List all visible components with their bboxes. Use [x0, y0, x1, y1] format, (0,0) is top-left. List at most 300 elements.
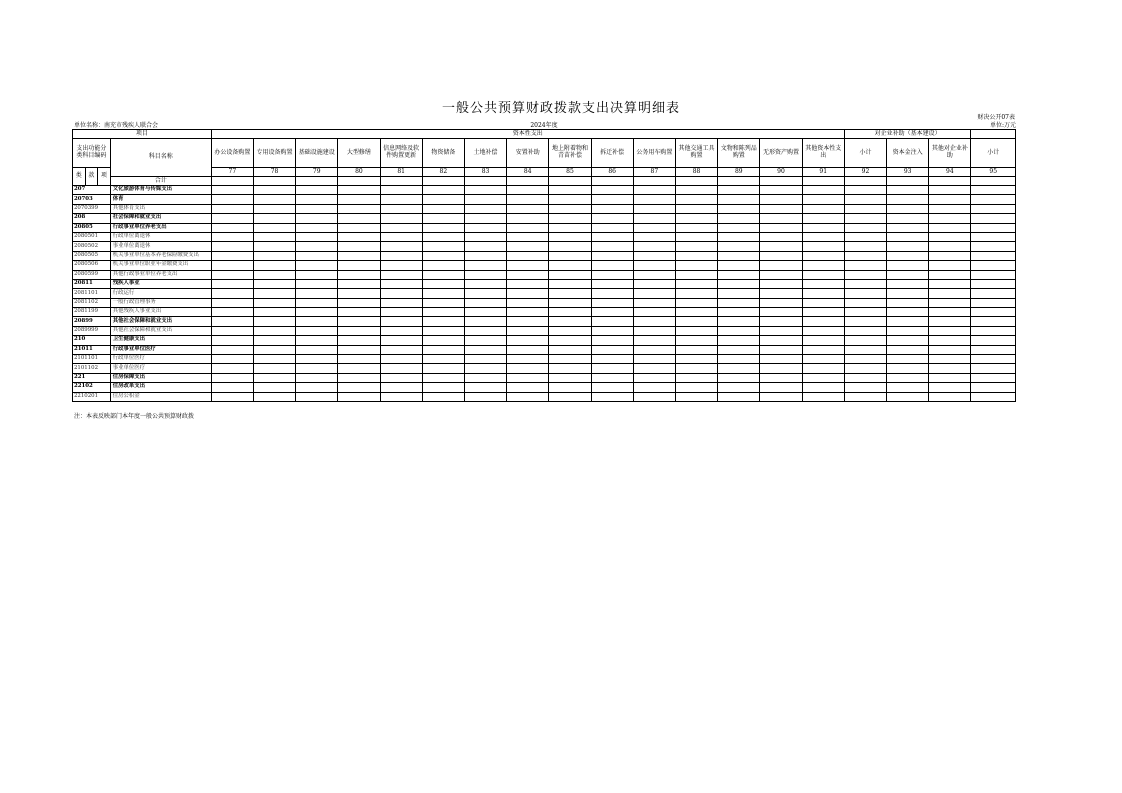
col-number: 82	[422, 168, 464, 177]
value-cell	[887, 223, 929, 232]
col-number: 80	[338, 168, 380, 177]
value-cell	[464, 289, 506, 298]
value-cell	[718, 383, 760, 392]
value-cell	[422, 204, 464, 213]
value-cell	[675, 364, 717, 373]
value-cell	[718, 195, 760, 204]
value-cell	[887, 270, 929, 279]
value-cell	[675, 308, 717, 317]
value-cell	[549, 308, 591, 317]
value-cell	[802, 195, 844, 204]
row-name: 残疾人事业	[110, 279, 211, 288]
value-cell	[887, 336, 929, 345]
value-cell	[253, 232, 295, 241]
value-cell	[887, 195, 929, 204]
value-cell	[422, 195, 464, 204]
value-cell	[380, 242, 422, 251]
value-cell	[591, 345, 633, 354]
header-col: 土地补偿	[464, 139, 506, 168]
value-cell	[253, 261, 295, 270]
value-cell	[422, 232, 464, 241]
table-number: 财决公开07表	[977, 114, 1015, 121]
value-cell	[422, 270, 464, 279]
value-cell	[844, 317, 886, 326]
value-cell	[591, 373, 633, 382]
value-cell	[718, 261, 760, 270]
value-cell	[507, 223, 549, 232]
value-cell	[633, 326, 675, 335]
value-cell	[253, 223, 295, 232]
value-cell	[549, 317, 591, 326]
table-row	[73, 279, 1016, 288]
value-cell	[844, 392, 886, 401]
value-cell	[253, 364, 295, 373]
value-cell	[253, 373, 295, 382]
value-cell	[718, 392, 760, 401]
value-cell	[507, 317, 549, 326]
col-number: 83	[464, 168, 506, 177]
header-capital-group: 资本性支出	[211, 130, 844, 139]
row-name: 一般行政管理事务	[110, 298, 211, 307]
value-cell	[464, 186, 506, 195]
value-cell	[760, 289, 802, 298]
value-cell	[718, 251, 760, 260]
value-cell	[887, 289, 929, 298]
value-cell	[675, 279, 717, 288]
value-cell	[253, 279, 295, 288]
table-row	[73, 345, 1016, 354]
value-cell	[464, 251, 506, 260]
value-cell	[380, 317, 422, 326]
value-cell	[211, 186, 253, 195]
header-col: 物资储备	[422, 139, 464, 168]
row-name: 其他社会保障和就业支出	[110, 326, 211, 335]
value-cell	[338, 186, 380, 195]
value-cell	[338, 261, 380, 270]
value-cell	[380, 232, 422, 241]
value-cell	[253, 204, 295, 213]
total-cell	[549, 177, 591, 186]
value-cell	[887, 214, 929, 223]
value-cell	[887, 326, 929, 335]
value-cell	[760, 204, 802, 213]
row-code: 207	[73, 186, 111, 195]
value-cell	[549, 195, 591, 204]
row-code: 2080505	[73, 251, 111, 260]
total-row	[73, 177, 1016, 186]
value-cell	[464, 392, 506, 401]
value-cell	[549, 383, 591, 392]
total-cell	[929, 177, 971, 186]
value-cell	[887, 308, 929, 317]
total-cell	[971, 177, 1016, 186]
header-kuan: 款	[85, 168, 98, 186]
value-cell	[338, 251, 380, 260]
value-cell	[633, 336, 675, 345]
value-cell	[675, 298, 717, 307]
value-cell	[929, 345, 971, 354]
value-cell	[338, 195, 380, 204]
total-cell	[887, 177, 929, 186]
value-cell	[380, 279, 422, 288]
value-cell	[380, 251, 422, 260]
value-cell	[633, 242, 675, 251]
value-cell	[929, 270, 971, 279]
value-cell	[507, 195, 549, 204]
value-cell	[464, 326, 506, 335]
total-cell	[760, 177, 802, 186]
value-cell	[633, 289, 675, 298]
value-cell	[464, 232, 506, 241]
value-cell	[253, 298, 295, 307]
value-cell	[296, 373, 338, 382]
value-cell	[507, 345, 549, 354]
value-cell	[971, 186, 1016, 195]
value-cell	[633, 195, 675, 204]
value-cell	[507, 364, 549, 373]
value-cell	[296, 326, 338, 335]
value-cell	[718, 364, 760, 373]
table-row	[73, 392, 1016, 401]
value-cell	[887, 298, 929, 307]
value-cell	[844, 298, 886, 307]
total-cell	[422, 177, 464, 186]
value-cell	[718, 242, 760, 251]
value-cell	[591, 308, 633, 317]
value-cell	[844, 326, 886, 335]
value-cell	[211, 383, 253, 392]
value-cell	[887, 383, 929, 392]
value-cell	[338, 392, 380, 401]
value-cell	[844, 345, 886, 354]
value-cell	[591, 355, 633, 364]
value-cell	[971, 298, 1016, 307]
value-cell	[507, 289, 549, 298]
row-name: 住房公积金	[110, 392, 211, 401]
value-cell	[211, 242, 253, 251]
row-name: 行政事业单位医疗	[110, 345, 211, 354]
total-cell	[591, 177, 633, 186]
value-cell	[675, 223, 717, 232]
value-cell	[718, 214, 760, 223]
value-cell	[844, 364, 886, 373]
value-cell	[675, 270, 717, 279]
value-cell	[253, 270, 295, 279]
value-cell	[718, 204, 760, 213]
value-cell	[971, 223, 1016, 232]
value-cell	[507, 270, 549, 279]
value-cell	[675, 326, 717, 335]
value-cell	[296, 223, 338, 232]
value-cell	[633, 261, 675, 270]
value-cell	[675, 317, 717, 326]
value-cell	[549, 373, 591, 382]
value-cell	[507, 279, 549, 288]
row-name: 体育	[110, 195, 211, 204]
value-cell	[464, 355, 506, 364]
value-cell	[591, 392, 633, 401]
value-cell	[422, 355, 464, 364]
row-code: 2080501	[73, 232, 111, 241]
col-number: 95	[971, 168, 1016, 177]
value-cell	[507, 204, 549, 213]
value-cell	[929, 214, 971, 223]
value-cell	[591, 383, 633, 392]
value-cell	[253, 326, 295, 335]
value-cell	[296, 298, 338, 307]
value-cell	[296, 251, 338, 260]
value-cell	[802, 317, 844, 326]
value-cell	[338, 373, 380, 382]
header-name-label: 科目名称	[110, 139, 211, 177]
value-cell	[760, 317, 802, 326]
value-cell	[802, 270, 844, 279]
value-cell	[760, 195, 802, 204]
value-cell	[380, 195, 422, 204]
value-cell	[422, 308, 464, 317]
value-cell	[380, 223, 422, 232]
value-cell	[296, 214, 338, 223]
value-cell	[591, 214, 633, 223]
value-cell	[633, 214, 675, 223]
row-code: 2081199	[73, 308, 111, 317]
value-cell	[971, 317, 1016, 326]
value-cell	[549, 279, 591, 288]
value-cell	[591, 279, 633, 288]
value-cell	[422, 289, 464, 298]
value-cell	[929, 242, 971, 251]
col-number: 94	[929, 168, 971, 177]
value-cell	[591, 261, 633, 270]
value-cell	[464, 223, 506, 232]
value-cell	[971, 204, 1016, 213]
value-cell	[591, 232, 633, 241]
table-row	[73, 364, 1016, 373]
value-cell	[802, 373, 844, 382]
value-cell	[464, 345, 506, 354]
value-cell	[675, 345, 717, 354]
value-cell	[296, 242, 338, 251]
unit-line	[72, 120, 1016, 129]
value-cell	[971, 251, 1016, 260]
value-cell	[760, 279, 802, 288]
row-code: 22102	[73, 383, 111, 392]
value-cell	[464, 270, 506, 279]
value-cell	[422, 261, 464, 270]
col-number: 81	[380, 168, 422, 177]
col-number: 92	[844, 168, 886, 177]
value-cell	[718, 279, 760, 288]
col-number: 79	[296, 168, 338, 177]
value-cell	[760, 336, 802, 345]
value-cell	[760, 298, 802, 307]
value-cell	[802, 392, 844, 401]
value-cell	[338, 289, 380, 298]
value-cell	[211, 232, 253, 241]
header-blank	[971, 130, 1016, 139]
value-cell	[802, 383, 844, 392]
value-cell	[929, 251, 971, 260]
value-cell	[675, 242, 717, 251]
value-cell	[675, 214, 717, 223]
value-cell	[802, 298, 844, 307]
value-cell	[253, 214, 295, 223]
value-cell	[296, 186, 338, 195]
value-cell	[929, 364, 971, 373]
value-cell	[422, 373, 464, 382]
row-code: 2210201	[73, 392, 111, 401]
header-col: 资本金注入	[887, 139, 929, 168]
row-name: 文化旅游体育与传媒支出	[110, 186, 211, 195]
value-cell	[549, 251, 591, 260]
value-cell	[507, 326, 549, 335]
value-cell	[211, 308, 253, 317]
value-cell	[211, 317, 253, 326]
value-cell	[591, 270, 633, 279]
value-cell	[549, 392, 591, 401]
value-cell	[887, 261, 929, 270]
value-cell	[718, 308, 760, 317]
row-code: 221	[73, 373, 111, 382]
value-cell	[507, 251, 549, 260]
value-cell	[633, 204, 675, 213]
value-cell	[633, 251, 675, 260]
col-number: 86	[591, 168, 633, 177]
value-cell	[253, 186, 295, 195]
value-cell	[549, 261, 591, 270]
value-cell	[844, 204, 886, 213]
value-cell	[507, 336, 549, 345]
value-cell	[929, 232, 971, 241]
value-cell	[887, 186, 929, 195]
row-name: 机关事业单位基本养老保险缴费支出	[110, 251, 211, 260]
value-cell	[844, 289, 886, 298]
header-xiang: 项	[98, 168, 111, 186]
value-cell	[675, 336, 717, 345]
value-cell	[718, 326, 760, 335]
value-cell	[591, 326, 633, 335]
value-cell	[253, 308, 295, 317]
row-code: 20703	[73, 195, 111, 204]
value-cell	[971, 195, 1016, 204]
value-cell	[549, 355, 591, 364]
table-row	[73, 186, 1016, 195]
row-code: 210	[73, 336, 111, 345]
row-name: 其他残疾人事业支出	[110, 308, 211, 317]
total-cell	[633, 177, 675, 186]
value-cell	[802, 336, 844, 345]
value-cell	[844, 383, 886, 392]
value-cell	[971, 232, 1016, 241]
col-number: 88	[675, 168, 717, 177]
value-cell	[380, 392, 422, 401]
value-cell	[338, 336, 380, 345]
value-cell	[887, 364, 929, 373]
value-cell	[253, 251, 295, 260]
total-cell	[253, 177, 295, 186]
row-name: 卫生健康支出	[110, 336, 211, 345]
value-cell	[802, 223, 844, 232]
value-cell	[633, 298, 675, 307]
value-cell	[591, 364, 633, 373]
value-cell	[338, 326, 380, 335]
value-cell	[211, 289, 253, 298]
value-cell	[464, 298, 506, 307]
row-name: 行政运行	[110, 289, 211, 298]
value-cell	[253, 289, 295, 298]
value-cell	[971, 261, 1016, 270]
value-cell	[211, 373, 253, 382]
value-cell	[844, 242, 886, 251]
value-cell	[760, 232, 802, 241]
value-cell	[253, 195, 295, 204]
value-cell	[296, 261, 338, 270]
value-cell	[338, 383, 380, 392]
row-code: 20805	[73, 223, 111, 232]
table-row	[73, 232, 1016, 241]
value-cell	[296, 364, 338, 373]
value-cell	[802, 326, 844, 335]
value-cell	[591, 289, 633, 298]
table-row	[73, 195, 1016, 204]
value-cell	[464, 261, 506, 270]
value-cell	[802, 242, 844, 251]
value-cell	[844, 279, 886, 288]
value-cell	[760, 383, 802, 392]
value-cell	[380, 289, 422, 298]
value-cell	[633, 232, 675, 241]
row-code: 2081101	[73, 289, 111, 298]
row-name: 其他社会保障和就业支出	[110, 317, 211, 326]
value-cell	[802, 364, 844, 373]
value-cell	[971, 214, 1016, 223]
row-name: 机关事业单位职业年金缴费支出	[110, 261, 211, 270]
value-cell	[211, 364, 253, 373]
value-cell	[296, 195, 338, 204]
value-cell	[591, 298, 633, 307]
value-cell	[338, 317, 380, 326]
value-cell	[591, 251, 633, 260]
table-row	[73, 270, 1016, 279]
value-cell	[887, 345, 929, 354]
value-cell	[929, 298, 971, 307]
total-cell	[296, 177, 338, 186]
value-cell	[464, 279, 506, 288]
value-cell	[760, 261, 802, 270]
header-col: 其他资本性支出	[802, 139, 844, 168]
value-cell	[971, 270, 1016, 279]
row-code: 2089999	[73, 326, 111, 335]
row-code: 2080599	[73, 270, 111, 279]
value-cell	[675, 383, 717, 392]
value-cell	[971, 308, 1016, 317]
header-total: 合计	[110, 177, 211, 186]
value-cell	[760, 251, 802, 260]
row-code: 21011	[73, 345, 111, 354]
value-cell	[422, 345, 464, 354]
unit-name: 单位名称：南充市残疾人联合会	[74, 122, 159, 129]
value-cell	[464, 373, 506, 382]
table-row	[73, 308, 1016, 317]
value-cell	[549, 289, 591, 298]
value-cell	[971, 355, 1016, 364]
value-cell	[296, 392, 338, 401]
value-cell	[929, 336, 971, 345]
value-cell	[802, 204, 844, 213]
value-cell	[844, 336, 886, 345]
value-cell	[718, 317, 760, 326]
value-cell	[422, 392, 464, 401]
